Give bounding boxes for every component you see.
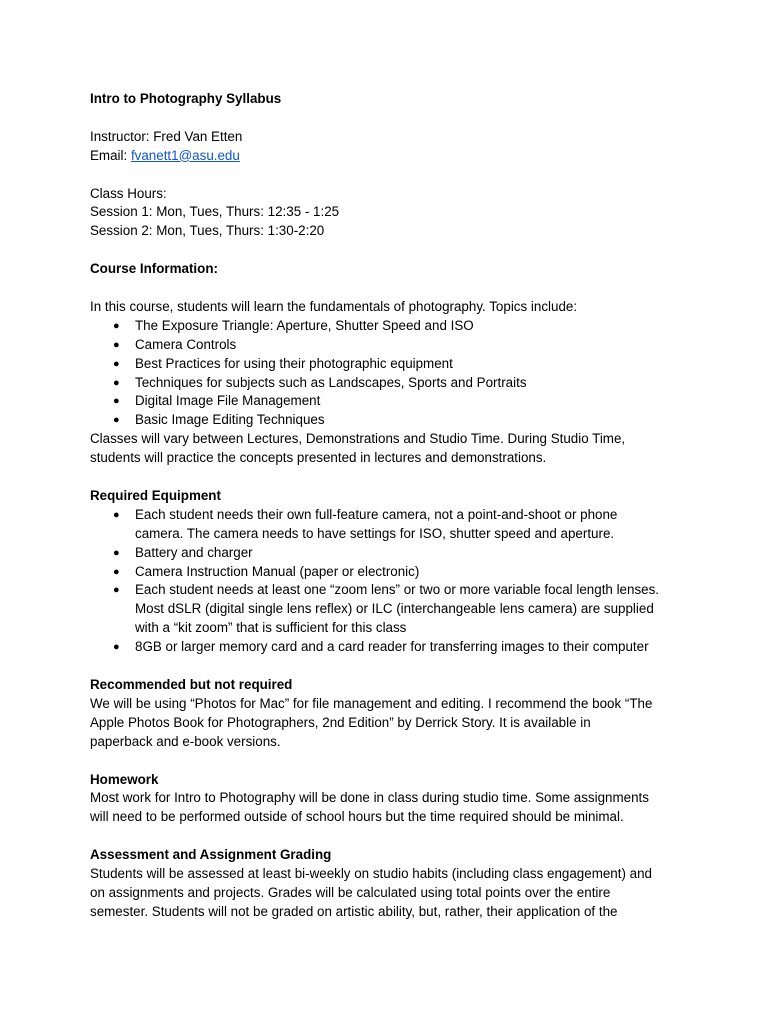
assessment-line-3: semester. Students will not be graded on artistic ability, but, rather, their application of the	[90, 903, 618, 919]
spacer	[90, 109, 708, 128]
list-item-text: camera. The camera needs to have settings for ISO, shutter speed and aperture.	[135, 525, 615, 541]
spacer	[90, 468, 708, 487]
email-label: Email:	[90, 147, 131, 163]
instructor-line: Instructor: Fred Van Etten	[90, 128, 243, 144]
list-item	[90, 506, 708, 544]
list-item	[90, 355, 708, 374]
spacer	[90, 166, 708, 185]
document-title: Intro to Photography Syllabus	[90, 91, 282, 106]
course-info-after-1: Classes will vary between Lectures, Demonstrations and Studio Time. During Studio Time,	[90, 431, 626, 447]
list-item	[90, 544, 708, 563]
session-2-line: Session 2: Mon, Tues, Thurs: 1:30-2:20	[90, 223, 325, 239]
bullet-icon: ●	[113, 565, 120, 578]
list-item-text: with a “kit zoom” that is sufficient for this class	[135, 620, 407, 636]
assessment-heading: Assessment and Assignment Grading	[90, 847, 332, 863]
list-item	[90, 336, 708, 355]
list-item	[90, 317, 708, 336]
recommended-line-3: paperback and e-book versions.	[90, 733, 281, 749]
list-item-text: Battery and charger	[135, 544, 253, 560]
recommended-heading: Recommended but not required	[90, 677, 293, 692]
bullet-icon: ●	[113, 376, 120, 389]
bullet-icon: ●	[113, 508, 120, 521]
email-link[interactable]: fvanett1@asu.edu	[130, 147, 240, 163]
list-item-text: Most dSLR (digital single lens reflex) or ILC (interchangeable lens camera) are supplied	[135, 601, 654, 617]
recommended-line-1: We will be using “Photos for Mac” for file management and editing. I recommend the book “The	[90, 695, 653, 711]
equipment-list	[90, 506, 708, 657]
homework-line-1: Most work for Intro to Photography will be done in class during studio time. Some assignments	[90, 790, 649, 806]
email-line	[90, 147, 708, 166]
list-item	[90, 581, 708, 638]
homework-line-2: will need to be performed outside of school hours but the time required should be minimal.	[90, 809, 624, 825]
bullet-icon: ●	[113, 338, 120, 351]
equipment-heading: Required Equipment	[90, 487, 221, 503]
spacer	[90, 241, 708, 260]
bullet-icon: ●	[113, 395, 120, 408]
bullet-icon: ●	[113, 414, 120, 427]
spacer	[90, 657, 708, 676]
session-1-line: Session 1: Mon, Tues, Thurs: 12:35 - 1:25	[90, 204, 340, 220]
course-info-intro: In this course, students will learn the fundamentals of photography. Topics include:	[90, 298, 578, 314]
spacer	[90, 752, 708, 771]
list-item	[90, 374, 708, 393]
topics-list	[90, 317, 708, 430]
list-item	[90, 638, 708, 657]
bullet-icon: ●	[113, 546, 120, 559]
list-item-text: 8GB or larger memory card and a card reader for transferring images to their computer	[135, 639, 649, 655]
list-item-text: Camera Instruction Manual (paper or electronic)	[135, 563, 420, 579]
list-item	[90, 392, 708, 411]
assessment-line-1: Students will be assessed at least bi-weekly on studio habits (including class engagement) and	[90, 866, 652, 882]
list-item-text: Basic Image Editing Techniques	[135, 412, 325, 428]
recommended-line-2: Apple Photos Book for Photographers, 2nd Edition” by Derrick Story. It is available in	[90, 714, 591, 730]
assessment-line-2: on assignments and projects. Grades will be calculated using total points over the entire	[90, 884, 611, 900]
course-info-after-2: students will practice the concepts presented in lectures and demonstrations.	[90, 450, 547, 466]
bullet-icon: ●	[113, 319, 120, 332]
list-item-text: Each student needs their own full-feature camera, not a point-and-shoot or phone	[135, 506, 618, 522]
list-item	[90, 563, 708, 582]
list-item-text: Techniques for subjects such as Landscapes, Sports and Portraits	[135, 374, 527, 390]
course-info-heading: Course Information:	[90, 261, 218, 277]
spacer	[90, 827, 708, 846]
list-item-text: Camera Controls	[135, 336, 237, 352]
list-item-text: Each student needs at least one “zoom lens” or two or more variable focal length lenses.	[135, 582, 660, 598]
class-hours-label: Class Hours:	[90, 185, 167, 201]
list-item-text: Digital Image File Management	[135, 393, 321, 409]
spacer	[90, 279, 708, 298]
bullet-icon: ●	[113, 357, 120, 370]
bullet-icon: ●	[113, 584, 120, 597]
homework-heading: Homework	[90, 771, 159, 787]
list-item-text: The Exposure Triangle: Aperture, Shutter Speed and ISO	[135, 317, 474, 333]
list-item	[90, 411, 708, 430]
list-item-text: Best Practices for using their photographic equipment	[135, 355, 453, 371]
bullet-icon: ●	[113, 641, 120, 654]
